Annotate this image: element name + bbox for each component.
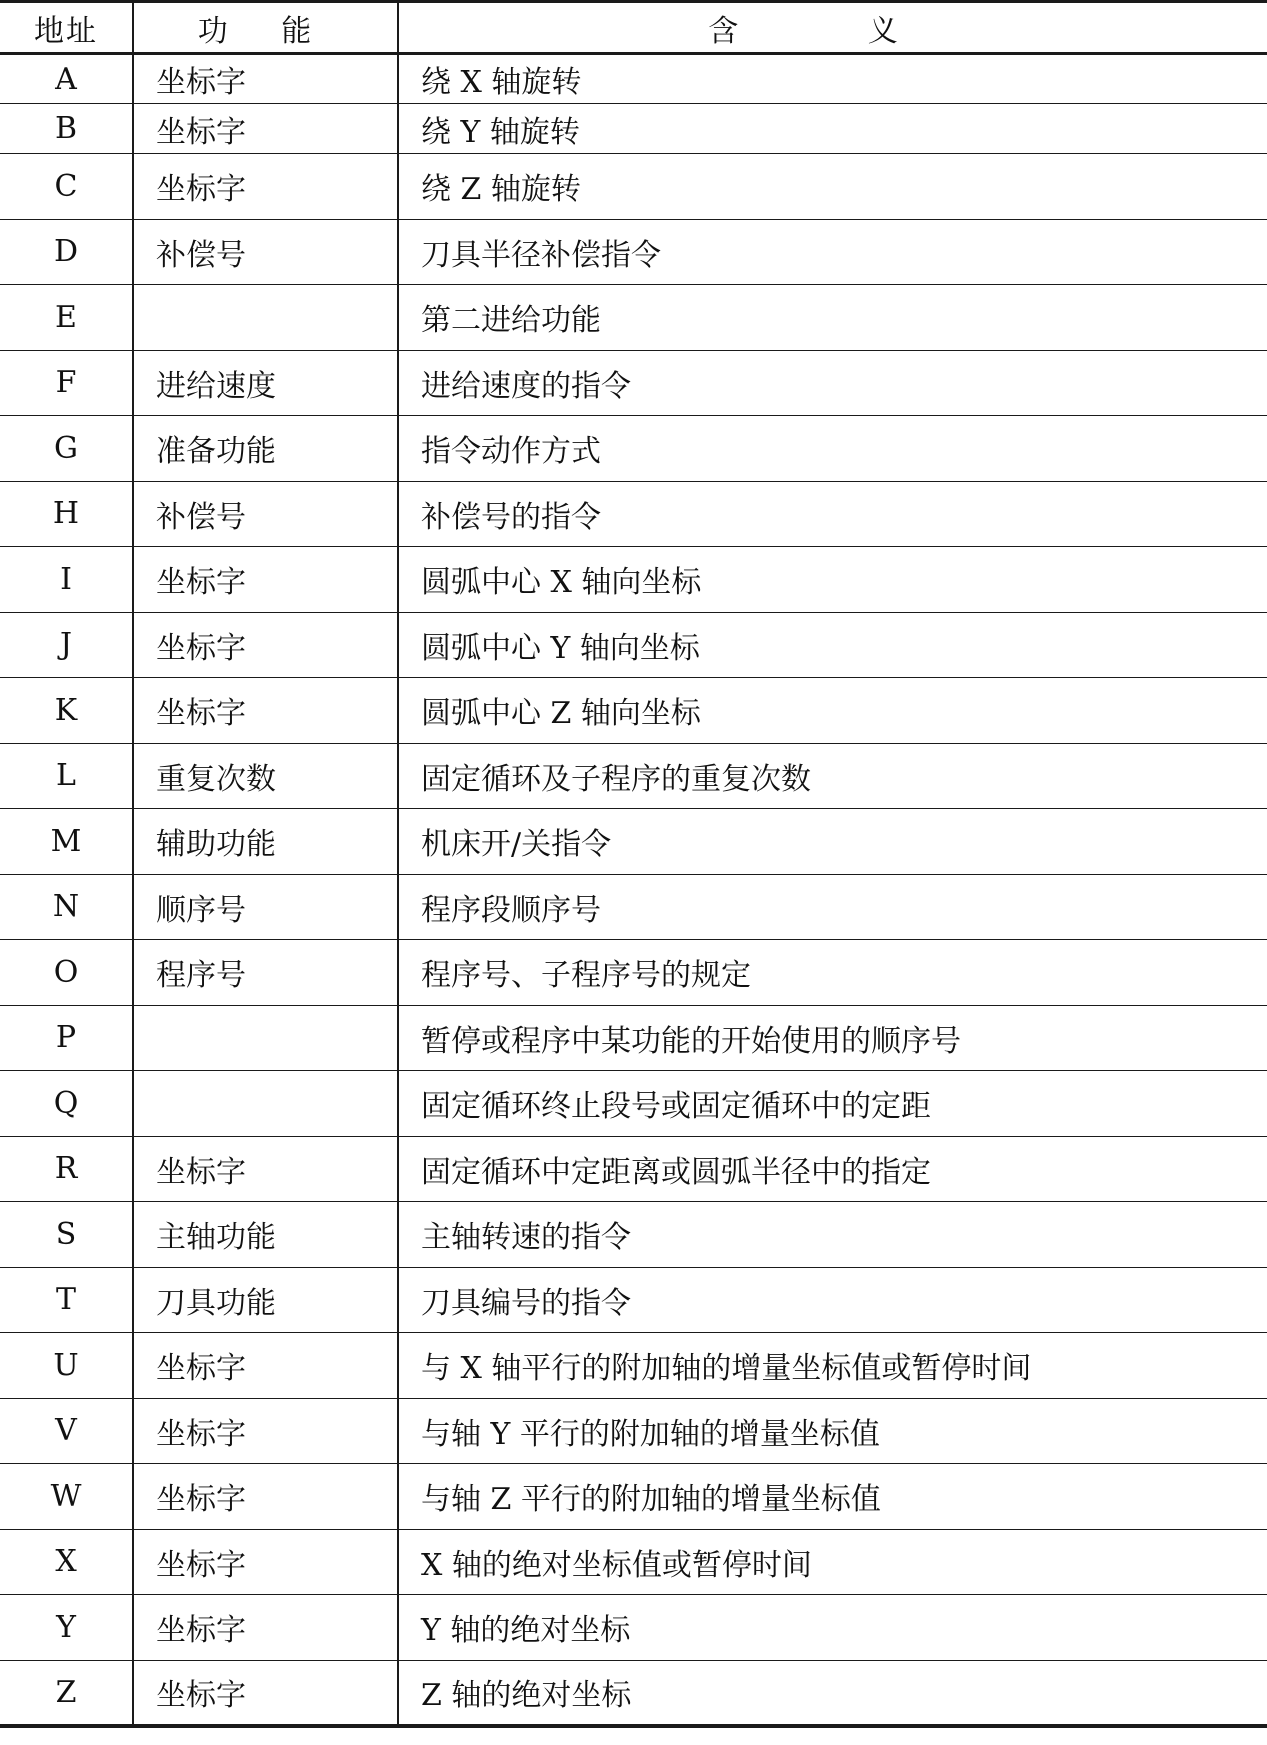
table-row <box>0 612 1267 678</box>
cell-function: 坐标字 <box>133 678 398 744</box>
cell-function: 主轴功能 <box>133 1202 398 1268</box>
cell-meaning: 程序段顺序号 <box>398 874 1267 940</box>
cell-address: V <box>0 1398 133 1464</box>
cell-address: Q <box>0 1071 133 1137</box>
cell-meaning: 绕 X 轴旋转 <box>398 54 1267 104</box>
cell-meaning: 固定循环中定距离或圆弧半径中的指定 <box>398 1136 1267 1202</box>
cell-meaning: 机床开/关指令 <box>398 809 1267 875</box>
table-row <box>0 219 1267 285</box>
cell-function: 坐标字 <box>133 1660 398 1726</box>
cell-meaning: 圆弧中心 Y 轴向坐标 <box>398 612 1267 678</box>
cell-meaning: 刀具编号的指令 <box>398 1267 1267 1333</box>
cell-function: 重复次数 <box>133 743 398 809</box>
cell-address: W <box>0 1464 133 1530</box>
cell-address: N <box>0 874 133 940</box>
cell-address: H <box>0 481 133 547</box>
cell-address: L <box>0 743 133 809</box>
table-row <box>0 547 1267 613</box>
cell-address: S <box>0 1202 133 1268</box>
table-row <box>0 1333 1267 1399</box>
cell-address: U <box>0 1333 133 1399</box>
cell-meaning: 固定循环终止段号或固定循环中的定距 <box>398 1071 1267 1137</box>
cell-meaning: 指令动作方式 <box>398 416 1267 482</box>
table-row <box>0 940 1267 1006</box>
cell-address: I <box>0 547 133 613</box>
table-row <box>0 1464 1267 1530</box>
header-meaning: 含 义 <box>398 2 1267 54</box>
table-row <box>0 1005 1267 1071</box>
cell-function: 坐标字 <box>133 1595 398 1661</box>
cell-function: 坐标字 <box>133 612 398 678</box>
cell-address: F <box>0 350 133 416</box>
table-row <box>0 154 1267 220</box>
cell-function: 进给速度 <box>133 350 398 416</box>
cell-address: R <box>0 1136 133 1202</box>
table-row <box>0 350 1267 416</box>
table-row <box>0 678 1267 744</box>
cell-address: X <box>0 1529 133 1595</box>
table-row <box>0 809 1267 875</box>
cell-address: G <box>0 416 133 482</box>
cell-meaning: 主轴转速的指令 <box>398 1202 1267 1268</box>
cell-meaning: 程序号、子程序号的规定 <box>398 940 1267 1006</box>
table-row <box>0 481 1267 547</box>
cell-function: 坐标字 <box>133 1136 398 1202</box>
cell-address: O <box>0 940 133 1006</box>
table-row <box>0 874 1267 940</box>
cell-meaning: 与轴 Z 平行的附加轴的增量坐标值 <box>398 1464 1267 1530</box>
cell-address: B <box>0 104 133 154</box>
table-row <box>0 1267 1267 1333</box>
table-row <box>0 54 1267 104</box>
table-row <box>0 1202 1267 1268</box>
cell-function: 刀具功能 <box>133 1267 398 1333</box>
cell-function: 补偿号 <box>133 219 398 285</box>
cell-address: K <box>0 678 133 744</box>
cell-function: 坐标字 <box>133 547 398 613</box>
cell-function: 坐标字 <box>133 1398 398 1464</box>
cell-meaning: 圆弧中心 Z 轴向坐标 <box>398 678 1267 744</box>
cell-meaning: 刀具半径补偿指令 <box>398 219 1267 285</box>
cell-meaning: 第二进给功能 <box>398 285 1267 351</box>
table-row <box>0 1398 1267 1464</box>
cell-meaning: 暂停或程序中某功能的开始使用的顺序号 <box>398 1005 1267 1071</box>
table-row <box>0 743 1267 809</box>
table-row <box>0 1660 1267 1726</box>
cell-address: Y <box>0 1595 133 1661</box>
cell-address: D <box>0 219 133 285</box>
cell-function: 补偿号 <box>133 481 398 547</box>
header-function: 功 能 <box>133 2 398 54</box>
cell-meaning: 进给速度的指令 <box>398 350 1267 416</box>
header-address: 地址 <box>0 2 133 54</box>
cell-function: 坐标字 <box>133 1333 398 1399</box>
cell-function: 顺序号 <box>133 874 398 940</box>
cell-function <box>133 285 398 351</box>
cell-function: 坐标字 <box>133 54 398 104</box>
table-row <box>0 1529 1267 1595</box>
cell-function: 准备功能 <box>133 416 398 482</box>
cell-meaning: 补偿号的指令 <box>398 481 1267 547</box>
table-row <box>0 416 1267 482</box>
cell-meaning: Y 轴的绝对坐标 <box>398 1595 1267 1661</box>
cell-function: 坐标字 <box>133 104 398 154</box>
table-row <box>0 1071 1267 1137</box>
cell-meaning: 圆弧中心 X 轴向坐标 <box>398 547 1267 613</box>
cell-meaning: 固定循环及子程序的重复次数 <box>398 743 1267 809</box>
cell-function <box>133 1071 398 1137</box>
cell-address: P <box>0 1005 133 1071</box>
cell-meaning: Z 轴的绝对坐标 <box>398 1660 1267 1726</box>
cell-address: E <box>0 285 133 351</box>
cell-address: A <box>0 54 133 104</box>
table-row <box>0 1136 1267 1202</box>
cell-meaning: 绕 Z 轴旋转 <box>398 154 1267 220</box>
cell-function: 坐标字 <box>133 154 398 220</box>
cell-meaning: 与轴 Y 平行的附加轴的增量坐标值 <box>398 1398 1267 1464</box>
cell-address: M <box>0 809 133 875</box>
table-header-row <box>0 2 1267 54</box>
cell-address: J <box>0 612 133 678</box>
cell-meaning: 绕 Y 轴旋转 <box>398 104 1267 154</box>
table-body <box>0 54 1267 1726</box>
cell-meaning: X 轴的绝对坐标值或暂停时间 <box>398 1529 1267 1595</box>
cell-function: 程序号 <box>133 940 398 1006</box>
table-row <box>0 285 1267 351</box>
table-row <box>0 104 1267 154</box>
cell-address: Z <box>0 1660 133 1726</box>
cell-function: 坐标字 <box>133 1464 398 1530</box>
cell-address: T <box>0 1267 133 1333</box>
table-row <box>0 1595 1267 1661</box>
cell-function <box>133 1005 398 1071</box>
cell-address: C <box>0 154 133 220</box>
cell-function: 坐标字 <box>133 1529 398 1595</box>
cell-function: 辅助功能 <box>133 809 398 875</box>
cell-meaning: 与 X 轴平行的附加轴的增量坐标值或暂停时间 <box>398 1333 1267 1399</box>
